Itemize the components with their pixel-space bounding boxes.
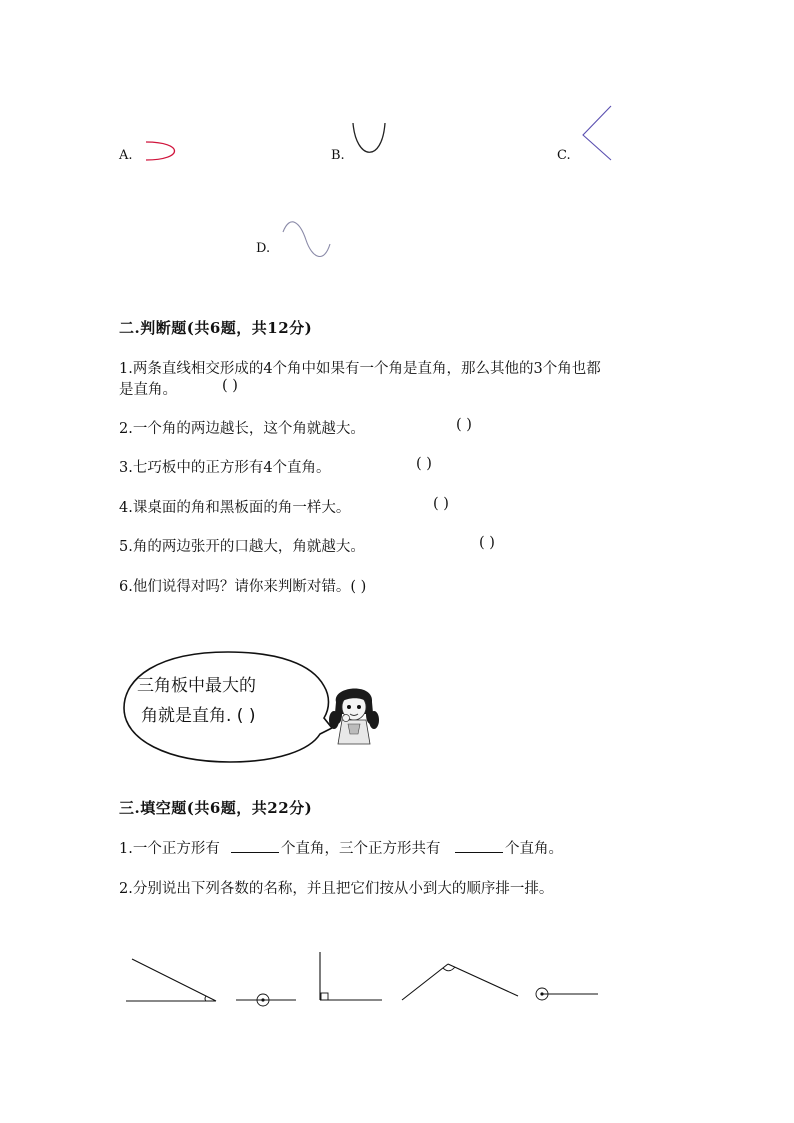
option-d-wave bbox=[280, 218, 334, 264]
section-2-title: 二.判断题(共6题，共12分) bbox=[119, 319, 313, 337]
round-angle-figure bbox=[530, 982, 602, 1006]
judge-q5-answer-paren[interactable]: ( ) bbox=[479, 535, 495, 551]
fill-q1-part3: 个直角。 bbox=[505, 841, 563, 857]
option-c-label: C. bbox=[557, 148, 571, 163]
fill-q1-blank-1[interactable] bbox=[231, 852, 279, 853]
right-angle-figure bbox=[314, 948, 386, 1004]
judge-q2-answer-paren[interactable]: ( ) bbox=[456, 417, 472, 433]
option-b-label: B. bbox=[331, 148, 345, 163]
fill-q1-part1: 1.一个正方形有 bbox=[119, 841, 220, 857]
judge-q3: 3.七巧板中的正方形有4个直角。 bbox=[119, 460, 331, 476]
judge-q1-line1: 1.两条直线相交形成的4个角中如果有一个角是直角，那么其他的3个角也都 bbox=[119, 361, 601, 377]
girl-illustration bbox=[328, 680, 380, 746]
option-c-angle bbox=[580, 104, 614, 162]
option-a-curve bbox=[140, 138, 180, 164]
bubble-line-1: 三角板中最大的 bbox=[137, 676, 256, 696]
acute-angle-figure bbox=[120, 945, 220, 1007]
straight-angle-figure bbox=[234, 988, 298, 1012]
fill-q2: 2.分别说出下列各数的名称，并且把它们按从小到大的顺序排一排。 bbox=[119, 881, 554, 897]
judge-q4: 4.课桌面的角和黑板面的角一样大。 bbox=[119, 500, 351, 516]
section-3-title: 三.填空题(共6题，共22分) bbox=[119, 799, 313, 817]
judge-q5: 5.角的两边张开的口越大，角就越大。 bbox=[119, 539, 365, 555]
fill-q1-blank-2[interactable] bbox=[455, 852, 503, 853]
judge-q4-answer-paren[interactable]: ( ) bbox=[433, 496, 449, 512]
option-a-label: A. bbox=[119, 148, 133, 163]
judge-q2: 2.一个角的两边越长，这个角就越大。 bbox=[119, 421, 365, 437]
bubble-line-2[interactable]: 角就是直角. ( ) bbox=[141, 706, 256, 726]
judge-q1-line2: 是直角。 bbox=[119, 382, 177, 398]
option-b-curve bbox=[350, 120, 390, 162]
obtuse-angle-figure bbox=[400, 958, 522, 1004]
option-d-label: D. bbox=[256, 241, 271, 256]
fill-q1-part2: 个直角，三个正方形共有 bbox=[281, 841, 441, 857]
judge-q6: 6.他们说得对吗？请你来判断对错。( ) bbox=[119, 579, 367, 595]
judge-q1-answer-paren[interactable]: ( ) bbox=[222, 378, 238, 394]
judge-q3-answer-paren[interactable]: ( ) bbox=[416, 456, 432, 472]
